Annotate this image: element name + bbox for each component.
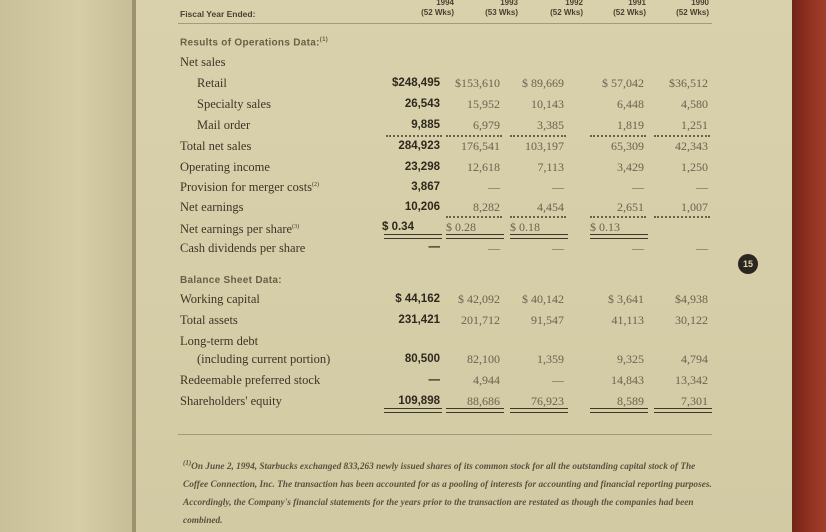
row-label-net-earnings: Net earnings (180, 200, 244, 214)
column-year: 1990 (691, 0, 709, 7)
cell-total-sales-1990: 42,343 (675, 139, 708, 153)
row-label-total-assets: Total assets (180, 313, 238, 327)
row-label-total-net-sales: Total net sales (180, 139, 252, 153)
operations-section-title: Results of Operations Data:$^{(1)}$ (180, 37, 329, 49)
row-label-working-capital: Working capital (180, 292, 260, 306)
row-label-mail-order: Mail order (197, 118, 251, 132)
column-header-1991 (576, 0, 646, 18)
cell-preferred-1990: 13,342 (675, 373, 708, 387)
subtotal-rule (510, 216, 566, 218)
cell-equity-1992: 76,923 (531, 394, 564, 408)
cell-dividends-1992: — (552, 241, 564, 255)
cell-op-income-1991: 3,429 (617, 160, 644, 174)
cell-mail-1991: 1,819 (617, 118, 644, 132)
column-year: 1993 (500, 0, 518, 7)
cell-working-capital-1992: $ 40,142 (522, 292, 564, 306)
cell-retail-1993: $153,610 (455, 76, 500, 90)
column-header-1992 (513, 0, 583, 18)
cell-dividends-1991: — (632, 241, 644, 255)
subtotal-rule (654, 135, 710, 137)
row-label-eps: Net earnings per share$^{(3)}$ (180, 222, 300, 236)
footnote-text: On June 2, 1994, Starbucks exchanged 833,263 newly issued shares of its common stock for all the outstanding capital stock of The Coffee Connection, Inc. The transaction has been accounted for as a pooling of interests for accounting and financial reporting purposes. Accordingly, the Company's financial statements for the years prior to the transaction are restated as though the companies had been combined. (183, 462, 712, 527)
subtotal-rule (446, 216, 502, 218)
cell-merger-1992: — (552, 180, 564, 194)
cell-merger-1994: 3,867 (411, 181, 440, 193)
cell-op-income-1994: 23,298 (404, 161, 440, 173)
cell-equity-1991: 8,589 (617, 394, 644, 408)
cell-preferred-1992: — (552, 373, 564, 387)
column-year: 1994 (436, 0, 454, 7)
cell-specialty-1991: 6,448 (617, 97, 644, 111)
subtotal-rule (386, 135, 442, 137)
cell-total-assets-1990: 30,122 (675, 313, 708, 327)
cell-retail-1992: $ 89,669 (522, 76, 564, 90)
row-label-current-portion: (including current portion) (197, 352, 331, 366)
equity-double-rule (384, 408, 442, 413)
column-header-1993 (448, 0, 518, 18)
cell-total-sales-1991: 65,309 (611, 139, 644, 153)
left-page-margin (0, 0, 132, 532)
subtotal-rule (654, 216, 710, 218)
cell-preferred-1993: 4,944 (473, 373, 500, 387)
cell-total-assets-1993: 201,712 (461, 313, 500, 327)
eps-double-rule (384, 234, 442, 239)
cell-op-income-1993: 12,618 (467, 160, 500, 174)
column-weeks: (52 Wks) (613, 8, 646, 17)
balance-section-title: Balance Sheet Data: (180, 275, 282, 286)
cell-mail-1993: 6,979 (473, 118, 500, 132)
cell-ltd-1990: 4,794 (681, 352, 708, 366)
binding-edge (792, 0, 826, 532)
cell-op-income-1990: 1,250 (681, 160, 708, 174)
row-label-shareholders-equity: Shareholders' equity (180, 394, 282, 408)
cell-eps-1994: $ 0.34 (382, 221, 414, 233)
cell-net-earnings-1994: 10,206 (404, 201, 440, 213)
cell-eps-1992: $ 0.18 (510, 220, 540, 234)
cell-total-assets-1992: 91,547 (531, 313, 564, 327)
cell-mail-1994: 9,885 (411, 119, 440, 131)
row-label-merger-costs: Provision for merger costs$^{(2)}$ (180, 180, 320, 194)
column-weeks: (53 Wks) (485, 8, 518, 17)
column-header-1994 (384, 0, 454, 18)
header-rule (178, 23, 712, 24)
cell-working-capital-1993: $ 42,092 (458, 292, 500, 306)
footnote-rule (178, 434, 712, 435)
cell-total-sales-1992: 103,197 (525, 139, 564, 153)
cell-specialty-1992: 10,143 (531, 97, 564, 111)
cell-dividends-1994: — (428, 241, 440, 253)
footnote (183, 454, 718, 530)
cell-retail-1994: $248,495 (392, 77, 440, 89)
cell-equity-1994: 109,898 (398, 395, 440, 407)
cell-working-capital-1994: $ 44,162 (395, 293, 440, 305)
column-weeks: (52 Wks) (421, 8, 454, 17)
cell-working-capital-1990: $4,938 (675, 292, 708, 306)
cell-mail-1992: 3,385 (537, 118, 564, 132)
row-label-preferred-stock: Redeemable preferred stock (180, 373, 321, 387)
column-year: 1992 (565, 0, 583, 7)
page-number-badge: 15 (738, 254, 758, 274)
subtotal-rule (590, 216, 646, 218)
cell-dividends-1990: — (696, 241, 708, 255)
equity-double-rule (446, 408, 504, 413)
column-year: 1991 (628, 0, 646, 7)
cell-merger-1993: — (488, 180, 500, 194)
cell-net-earnings-1992: 4,454 (537, 200, 564, 214)
cell-eps-1991: $ 0.13 (590, 220, 620, 234)
cell-preferred-1991: 14,843 (611, 373, 644, 387)
cell-net-earnings-1991: 2,651 (617, 200, 644, 214)
subtotal-rule (590, 135, 646, 137)
cell-specialty-1994: 26,543 (404, 98, 440, 110)
cell-ltd-1992: 1,359 (537, 352, 564, 366)
row-label-long-term-debt: Long-term debt (180, 334, 259, 348)
subtotal-rule (510, 135, 566, 137)
cell-mail-1990: 1,251 (681, 118, 708, 132)
cell-retail-1991: $ 57,042 (602, 76, 644, 90)
cell-merger-1991: — (632, 180, 644, 194)
subtotal-rule (446, 135, 502, 137)
row-label-cash-dividends: Cash dividends per share (180, 241, 306, 255)
cell-op-income-1992: 7,113 (537, 160, 564, 174)
cell-total-assets-1994: 231,421 (398, 314, 440, 326)
row-label-operating-income: Operating income (180, 160, 270, 174)
footnote-marker: (1) (183, 459, 192, 467)
eps-double-rule (446, 234, 504, 239)
cell-net-earnings-1990: 1,007 (681, 200, 708, 214)
cell-specialty-1990: 4,580 (681, 97, 708, 111)
cell-total-sales-1993: 176,541 (461, 139, 500, 153)
cell-specialty-1993: 15,952 (467, 97, 500, 111)
cell-equity-1990: 7,301 (681, 394, 708, 408)
cell-dividends-1993: — (488, 241, 500, 255)
equity-double-rule (590, 408, 648, 413)
cell-total-sales-1994: 284,923 (398, 140, 440, 152)
cell-ltd-1994: 80,500 (404, 353, 440, 365)
column-header-1990 (639, 0, 709, 18)
cell-equity-1993: 88,686 (467, 394, 500, 408)
fiscal-year-label: Fiscal Year Ended: (180, 9, 256, 19)
column-weeks: (52 Wks) (676, 8, 709, 17)
row-label-specialty-sales: Specialty sales (197, 97, 271, 111)
cell-merger-1990: — (696, 180, 708, 194)
cell-working-capital-1991: $ 3,641 (608, 292, 644, 306)
column-weeks: (52 Wks) (550, 8, 583, 17)
cell-ltd-1993: 82,100 (467, 352, 500, 366)
cell-preferred-1994: — (428, 374, 440, 386)
cell-eps-1993: $ 0.28 (446, 220, 476, 234)
eps-double-rule (590, 234, 648, 239)
row-label-net-sales: Net sales (180, 55, 226, 69)
row-label-retail: Retail (197, 76, 227, 90)
cell-ltd-1991: 9,325 (617, 352, 644, 366)
cell-total-assets-1991: 41,113 (611, 313, 644, 327)
equity-double-rule (510, 408, 568, 413)
cell-net-earnings-1993: 8,282 (473, 200, 500, 214)
eps-double-rule (510, 234, 568, 239)
cell-retail-1990: $36,512 (669, 76, 708, 90)
equity-double-rule (654, 408, 712, 413)
